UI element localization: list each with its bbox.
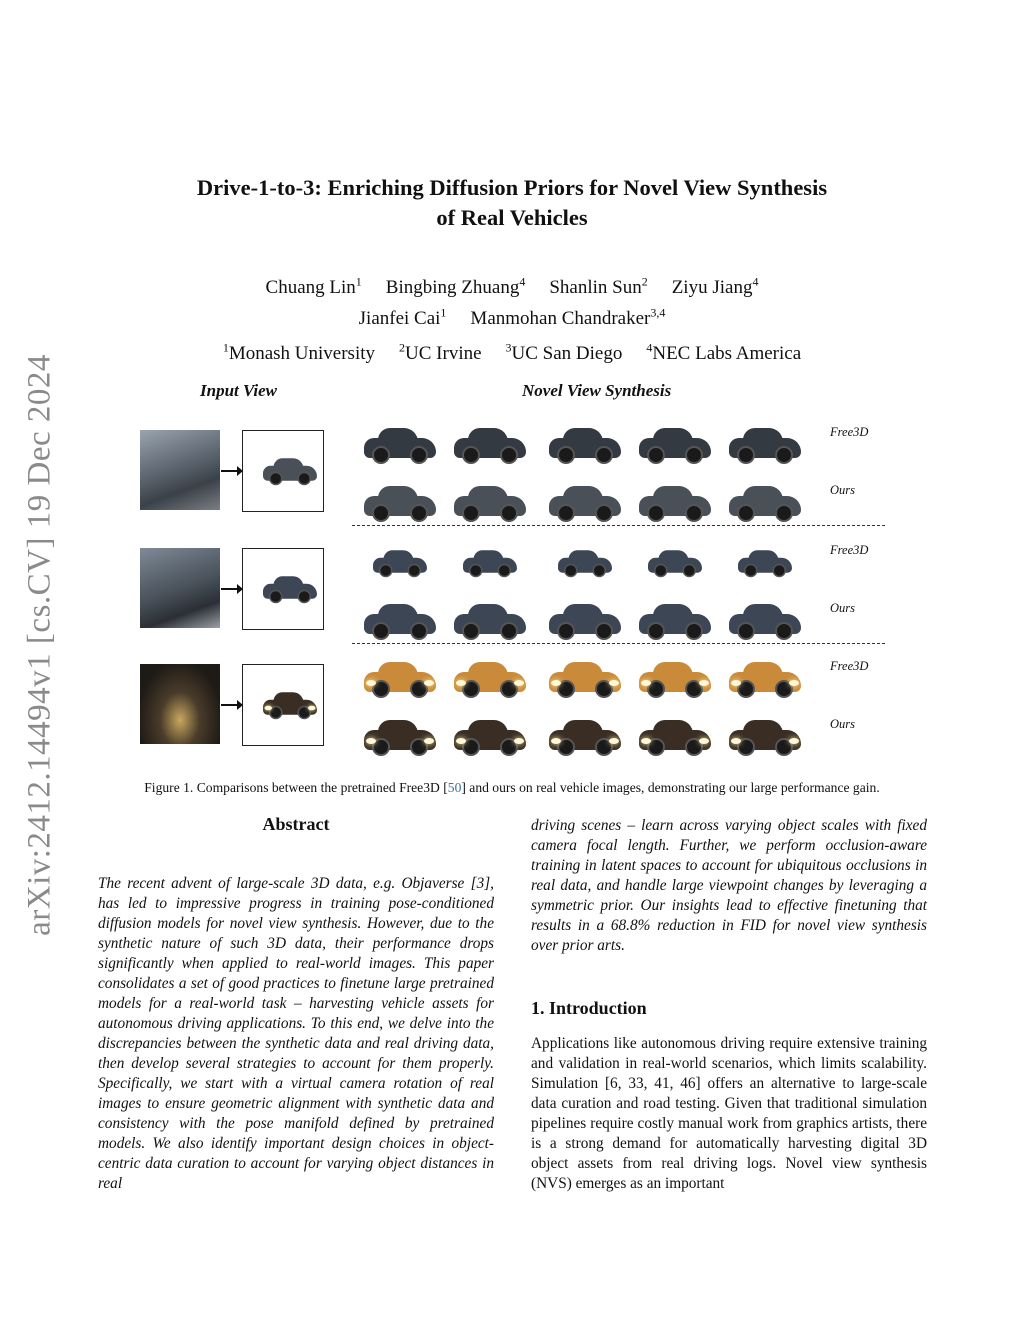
- vehicle-render: [450, 658, 530, 700]
- vehicle-render: [545, 600, 625, 642]
- affiliation: $^2$UC Irvine: [399, 340, 482, 364]
- vehicle-render: [260, 689, 320, 721]
- vehicle-render: [450, 716, 530, 758]
- vehicle-render: [450, 600, 530, 642]
- row-label-free3d: Free3D: [830, 543, 869, 557]
- vehicle-render: [635, 482, 715, 524]
- affiliation: $^1$Monash University: [222, 340, 376, 364]
- vehicle-render: [450, 424, 530, 466]
- abstract-heading: Abstract: [262, 814, 330, 834]
- affiliation: $^3$UC San Diego: [505, 340, 623, 364]
- paper-title: [100, 173, 924, 233]
- vehicle-render: [360, 424, 440, 466]
- intro-text: Applications like autonomous driving require extensive training and validation in real-world scenarios, which limits scalability. Simulation [6, 33, 41, 46] offers an alternative to large-scale data curation and road testing. Given that traditional simulation pipelines require costly manual work from graphics artists, there is a strong demand for automatically harvesting digital 3D object assets from real driving logs. Novel view synthesis (NVS) emerges as an important: [531, 1035, 927, 1192]
- arrow-icon: [221, 588, 241, 590]
- affiliations: [100, 336, 924, 366]
- authors-row-1: [100, 270, 924, 300]
- citation-link[interactable]: 50: [447, 780, 462, 795]
- group-divider: [352, 525, 885, 526]
- vehicle-render: [725, 482, 805, 524]
- affiliation: $^4$NEC Labs America: [646, 340, 802, 364]
- vehicle-render: [260, 455, 320, 487]
- author-name: Chuang Lin$^1$: [265, 275, 362, 299]
- vehicle-render: [735, 547, 795, 579]
- title-line-2: of Real Vehicles: [436, 205, 588, 230]
- author-name: Ziyu Jiang$^4$: [671, 275, 759, 299]
- author-name: Bingbing Zhuang$^4$: [385, 275, 526, 299]
- vehicle-render: [545, 658, 625, 700]
- title-line-1: Drive-1-to-3: Enriching Diffusion Priors for Novel View Synthesis: [196, 175, 828, 200]
- figure-input-header: Input View: [200, 381, 278, 400]
- vehicle-render: [360, 482, 440, 524]
- vehicle-render: [360, 658, 440, 700]
- input-photo: [140, 430, 220, 510]
- arrow-icon: [221, 704, 241, 706]
- author-name: Jianfei Cai$^1$: [358, 305, 447, 329]
- input-photo: [140, 664, 220, 744]
- figure-novel-header: Novel View Synthesis: [522, 381, 672, 400]
- vehicle-render: [645, 547, 705, 579]
- author-name: Shanlin Sun$^2$: [549, 275, 648, 299]
- vehicle-render: [545, 482, 625, 524]
- vehicle-render: [260, 573, 320, 605]
- vehicle-render: [545, 424, 625, 466]
- authors-row-2: [100, 300, 924, 330]
- arrow-icon: [221, 470, 241, 472]
- vehicle-render: [725, 600, 805, 642]
- vehicle-render: [635, 716, 715, 758]
- vehicle-render: [555, 547, 615, 579]
- row-label-ours: Ours: [830, 483, 856, 497]
- vehicle-render: [370, 547, 430, 579]
- vehicle-render: [635, 600, 715, 642]
- vehicle-render: [360, 716, 440, 758]
- vehicle-render: [460, 547, 520, 579]
- vehicle-render: [450, 482, 530, 524]
- row-label-ours: Ours: [830, 717, 856, 731]
- abstract-text-left: The recent advent of large-scale 3D data, e.g. Objaverse [3], has led to impressive progress in training pose-conditioned diffusion models for novel view synthesis. However, due to the synthetic nature of such 3D data, their performance drops significantly when applied to real-world images. This paper consolidates a set of good practices to finetune large pretrained models for a real-world task – harvesting vehicle assets for autonomous driving applications. To this end, we delve into the discrepancies between the synthetic data and real driving data, then develop several strategies to account for them properly. Specifically, we start with a virtual camera rotation of real images to ensure geometric alignment with synthetic data and consistency with the pose manifold defined by pretrained models. We also identify important design choices in object-centric data curation to account for varying object distances in real: [98, 875, 494, 1192]
- arxiv-stamp: arXiv:2412.14494v1 [cs.CV] 19 Dec 2024: [21, 354, 58, 936]
- group-divider: [352, 643, 885, 644]
- vehicle-render: [635, 658, 715, 700]
- vehicle-render: [360, 600, 440, 642]
- input-photo: [140, 548, 220, 628]
- vehicle-render: [725, 424, 805, 466]
- figure-caption: Figure 1. Comparisons between the pretrained Free3D [50] and ours on real vehicle images, demonstrating our large performance gain.: [144, 780, 880, 795]
- abstract-text-right: driving scenes – learn across varying object scales with fixed camera focal length. Further, we perform occlusion-aware training in latent spaces to account for ubiquitous occlusions in real data, and handle large viewpoint changes by leveraging a symmetric prior. Our insights lead to effective finetuning that results in a 68.8% reduction in FID for novel view synthesis over prior arts.: [531, 817, 927, 954]
- row-label-free3d: Free3D: [830, 659, 869, 673]
- author-name: Manmohan Chandraker$^{3,4}$: [470, 305, 666, 329]
- vehicle-render: [725, 716, 805, 758]
- intro-heading: 1. Introduction: [531, 998, 647, 1018]
- vehicle-render: [635, 424, 715, 466]
- row-label-free3d: Free3D: [830, 425, 869, 439]
- row-label-ours: Ours: [830, 601, 856, 615]
- vehicle-render: [725, 658, 805, 700]
- vehicle-render: [545, 716, 625, 758]
- author-block: [100, 270, 924, 366]
